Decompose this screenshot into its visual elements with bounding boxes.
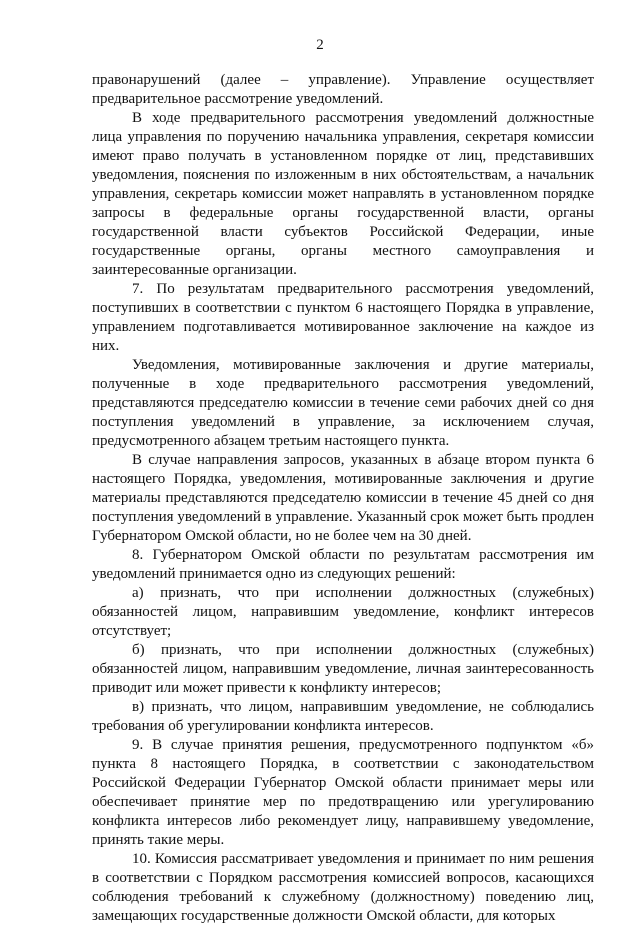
paragraph-item-9: 9. В случае принятия решения, предусмотренного подпунктом «б» пункта 8 настоящего Порядка, в соответствии с законодательством Российской Федерации Губернатор Омской области принимает меры или обеспечивает принятие мер по предотвращению или урегулированию конфликта интересов либо рекомендует лицу, направившему уведомление, принять такие меры. — [92, 737, 594, 848]
paragraph-item-8a: а) признать, что при исполнении должностных (служебных) обязанностей лицом, направившим уведомление, конфликт интересов отсутствует; — [92, 585, 594, 639]
paragraph-continuation: правонарушений (далее – управление). Управление осуществляет предварительное рассмотрение уведомлений. — [92, 72, 594, 107]
paragraph-item-8v: в) признать, что лицом, направившим уведомление, не соблюдались требования об урегулировании конфликта интересов. — [92, 699, 594, 734]
paragraph-item-7-materials: Уведомления, мотивированные заключения и другие материалы, полученные в ходе предварительного рассмотрения уведомлений, представляются председателю комиссии в течение семи рабочих дней со дня поступления уведомлений в управление, за исключением случая, предусмотренного абзацем третьим настоящего пункта. — [92, 357, 594, 449]
paragraph-item-8b: б) признать, что при исполнении должностных (служебных) обязанностей лицом, направившим уведомление, личная заинтересованность приводит или может привести к конфликту интересов; — [92, 642, 594, 696]
document-body — [92, 71, 594, 926]
paragraph-item-10: 10. Комиссия рассматривает уведомления и принимает по ним решения в соответствии с Порядком рассмотрения комиссией вопросов, касающихся соблюдения требований к служебному (должностному) поведению лиц, замещающих государственные должности Омской области, для которых — [92, 851, 594, 924]
paragraph-preliminary-review: В ходе предварительного рассмотрения уведомлений должностные лица управления по поручению начальника управления, секретаря комиссии имеют право получать в установленном порядке от лиц, представивших уведомления, пояснения по изложенным в них обстоятельствам, а начальник управления, секретарь комиссии может направлять в установленном порядке запросы в федеральные органы государственной власти, органы государственной власти субъектов Российской Федерации, иные государственные органы, органы местного самоуправления и заинтересованные организации. — [92, 110, 594, 278]
page-number: 2 — [316, 37, 324, 53]
paragraph-item-7-requests: В случае направления запросов, указанных в абзаце втором пункта 6 настоящего Порядка, уведомления, мотивированные заключения и другие материалы представляются председателю комиссии в течение 45 дней со дня поступления уведомлений в управление. Указанный срок может быть продлен Губернатором Омской области, но не более чем на 30 дней. — [92, 452, 594, 544]
paragraph-item-8: 8. Губернатором Омской области по результатам рассмотрения им уведомлений принимается одно из следующих решений: — [92, 547, 594, 582]
paragraph-item-7: 7. По результатам предварительного рассмотрения уведомлений, поступивших в соответствии с пунктом 6 настоящего Порядка в управление, управлением подготавливается мотивированное заключение на каждое из них. — [92, 281, 594, 354]
